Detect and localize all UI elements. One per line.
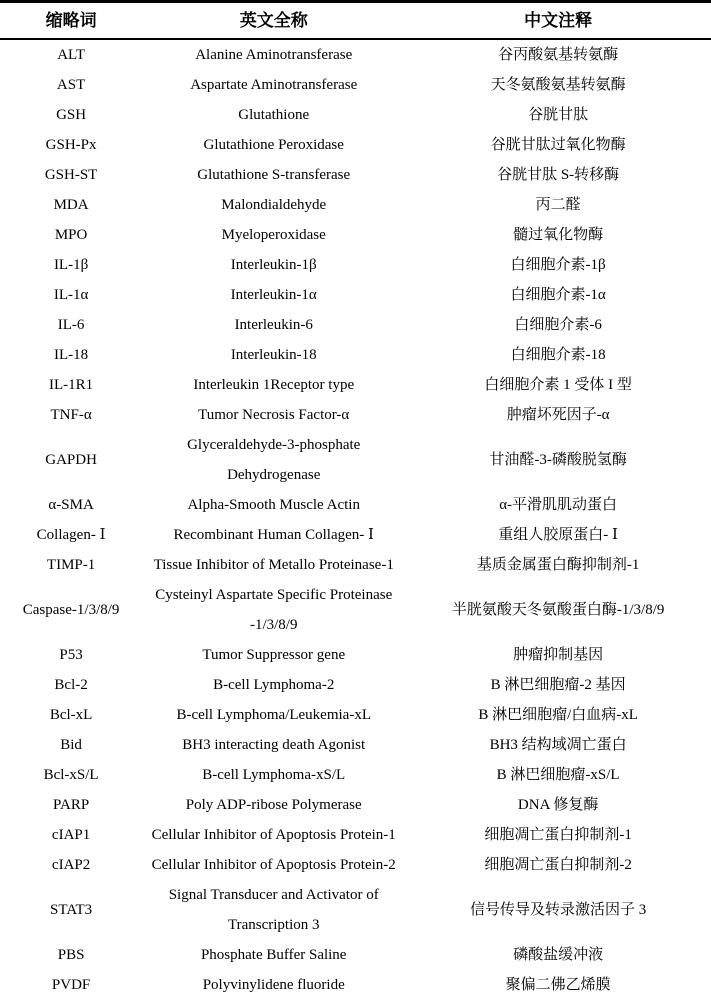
english-name-cell: Cellular Inhibitor of Apoptosis Protein-2 (151, 857, 396, 873)
table-row (0, 490, 711, 520)
abbreviation-cell: cIAP2 (51, 857, 91, 873)
english-name-cell: Polyvinylidene fluoride (202, 977, 345, 993)
abbreviation-cell: Bcl-xL (49, 707, 93, 723)
table-row (0, 370, 711, 400)
english-name-cell: B-cell Lymphoma-2 (213, 677, 335, 693)
english-name-cell: Recombinant Human Collagen- Ⅰ (173, 527, 374, 543)
chinese-annotation-cell: 信号传导及转录激活因子 3 (469, 902, 647, 918)
abbreviation-cell: AST (56, 77, 86, 93)
table-body (0, 39, 711, 1000)
table-row (0, 310, 711, 340)
table-row (0, 130, 711, 160)
english-name-cell: Tissue Inhibitor of Metallo Proteinase-1 (153, 557, 394, 573)
abbreviation-cell: GSH (56, 107, 87, 123)
english-name-cell: BH3 interacting death Agonist (182, 737, 366, 753)
english-name-cell: Cellular Inhibitor of Apoptosis Protein-1 (151, 827, 396, 843)
english-name-cell: Tumor Necrosis Factor-α (198, 407, 350, 423)
english-name-cell: Glyceraldehyde-3-phosphate Dehydrogenase (187, 437, 361, 483)
table-row (0, 100, 711, 130)
english-name-cell: B-cell Lymphoma/Leukemia-xL (176, 707, 371, 723)
english-name-cell: Poly ADP-ribose Polymerase (185, 797, 362, 813)
abbreviation-cell: GSH-Px (45, 137, 97, 153)
english-name-cell: Interleukin-1α (230, 287, 317, 303)
table-row (0, 550, 711, 580)
abbreviation-cell: GAPDH (45, 452, 97, 468)
chinese-annotation-cell: 谷胱甘肽 (528, 107, 589, 123)
chinese-annotation-cell: 髓过氧化物酶 (513, 227, 604, 243)
english-name-cell: Malondialdehyde (221, 197, 327, 213)
abbreviation-cell: PVDF (51, 977, 91, 993)
abbreviation-cell: TIMP-1 (46, 557, 96, 573)
english-name-cell: Cysteinyl Aspartate Specific Proteinase -1/3/8/9 (155, 587, 393, 633)
abbreviation-cell: PBS (57, 947, 85, 963)
abbreviation-cell: IL-1R1 (49, 377, 94, 393)
chinese-annotation-cell: 天冬氨酸氨基转氨酶 (490, 77, 626, 93)
table-row (0, 70, 711, 100)
abbreviation-cell: IL-1β (53, 257, 89, 273)
abbreviation-cell: MDA (53, 197, 89, 213)
table-row (0, 190, 711, 220)
chinese-annotation-cell: BH3 结构域凋亡蛋白 (489, 737, 627, 753)
english-name-cell: Phosphate Buffer Saline (200, 947, 347, 963)
table-row (0, 580, 711, 640)
abbreviation-cell: STAT3 (50, 902, 93, 918)
abbreviation-cell: Collagen- Ⅰ (36, 527, 106, 543)
table-row (0, 220, 711, 250)
abbreviation-cell: GSH-ST (44, 167, 98, 183)
table-row (0, 520, 711, 550)
chinese-annotation-cell: DNA 修复酶 (517, 797, 599, 813)
chinese-annotation-cell: B 淋巴细胞瘤-2 基因 (490, 677, 626, 693)
header-row (0, 2, 711, 40)
table-row (0, 760, 711, 790)
chinese-annotation-cell: B 淋巴细胞瘤/白血病-xL (478, 707, 638, 723)
header-abbreviation: 缩略词 (45, 11, 97, 30)
table-row (0, 280, 711, 310)
chinese-annotation-cell: 丙二醛 (535, 197, 581, 213)
table-row (0, 790, 711, 820)
english-name-cell: Alanine Aminotransferase (195, 47, 353, 63)
chinese-annotation-cell: 半胱氨酸天冬氨酸蛋白酶-1/3/8/9 (451, 602, 665, 618)
abbreviation-cell: IL-18 (54, 347, 89, 363)
chinese-annotation-cell: B 淋巴细胞瘤-xS/L (496, 767, 620, 783)
chinese-annotation-cell: 磷酸盐缓冲液 (513, 947, 604, 963)
chinese-annotation-cell: 白细胞介素-1α (510, 287, 606, 303)
english-name-cell: B-cell Lymphoma-xS/L (202, 767, 346, 783)
english-name-cell: Interleukin-1β (230, 257, 317, 273)
english-name-cell: Interleukin-18 (230, 347, 317, 363)
table-row (0, 640, 711, 670)
table-row (0, 850, 711, 880)
abbreviation-cell: Bcl-xS/L (43, 767, 99, 783)
header-chinese-annotation: 中文注释 (524, 11, 593, 30)
chinese-annotation-cell: 肿瘤抑制基因 (513, 647, 604, 663)
english-name-cell: Glutathione (238, 107, 310, 123)
chinese-annotation-cell: α-平滑肌肌动蛋白 (499, 497, 618, 513)
chinese-annotation-cell: 白细胞介素-6 (514, 317, 602, 333)
english-name-cell: Alpha-Smooth Muscle Actin (187, 497, 360, 513)
abbreviation-cell: MPO (54, 227, 88, 243)
english-name-cell: Signal Transducer and Activator of Transcription 3 (168, 887, 379, 933)
chinese-annotation-cell: 白细胞介素-18 (510, 347, 606, 363)
chinese-annotation-cell: 肿瘤坏死因子-α (506, 407, 610, 423)
english-name-cell: Aspartate Aminotransferase (190, 77, 358, 93)
abbreviation-cell: Bid (60, 737, 82, 753)
table-row (0, 700, 711, 730)
abbreviation-cell: IL-6 (57, 317, 85, 333)
english-name-cell: Myeloperoxidase (221, 227, 326, 243)
abbreviation-cell: ALT (57, 47, 85, 63)
abbreviation-cell: TNF-α (50, 407, 92, 423)
table-row (0, 400, 711, 430)
chinese-annotation-cell: 细胞凋亡蛋白抑制剂-1 (484, 827, 632, 843)
table-row (0, 940, 711, 970)
header-english-full-name: 英文全称 (239, 11, 308, 30)
chinese-annotation-cell: 谷胱甘肽 S-转移酶 (497, 167, 620, 183)
abbreviation-cell: PARP (53, 797, 90, 813)
table-row (0, 39, 711, 70)
table-row (0, 430, 711, 490)
table-row (0, 730, 711, 760)
table-row (0, 160, 711, 190)
chinese-annotation-cell: 细胞凋亡蛋白抑制剂-2 (484, 857, 632, 873)
chinese-annotation-cell: 基质金属蛋白酶抑制剂-1 (476, 557, 640, 573)
chinese-annotation-cell: 白细胞介素-1β (510, 257, 606, 273)
english-name-cell: Interleukin 1Receptor type (193, 377, 355, 393)
abbreviation-cell: α-SMA (48, 497, 94, 513)
chinese-annotation-cell: 聚偏二佛乙烯膜 (505, 977, 611, 993)
abbreviation-cell: Caspase-1/3/8/9 (22, 602, 120, 618)
abbreviation-cell: IL-1α (53, 287, 89, 303)
abbreviation-cell: Bcl-2 (54, 677, 88, 693)
english-name-cell: Glutathione Peroxidase (203, 137, 344, 153)
table-row (0, 820, 711, 850)
abbreviation-cell: cIAP1 (51, 827, 91, 843)
chinese-annotation-cell: 谷胱甘肽过氧化物酶 (490, 137, 626, 153)
english-name-cell: Glutathione S-transferase (197, 167, 351, 183)
table-row (0, 250, 711, 280)
table-row (0, 340, 711, 370)
english-name-cell: Interleukin-6 (234, 317, 313, 333)
table-row (0, 970, 711, 1000)
table-row (0, 880, 711, 940)
chinese-annotation-cell: 白细胞介素 1 受体 I 型 (484, 377, 632, 393)
table-row (0, 670, 711, 700)
chinese-annotation-cell: 重组人胶原蛋白- Ⅰ (498, 527, 618, 543)
chinese-annotation-cell: 谷丙酸氨基转氨酶 (498, 47, 619, 63)
abbreviation-cell: P53 (59, 647, 83, 663)
chinese-annotation-cell: 甘油醛-3-磷酸脱氢酶 (489, 452, 627, 468)
english-name-cell: Tumor Suppressor gene (202, 647, 346, 663)
